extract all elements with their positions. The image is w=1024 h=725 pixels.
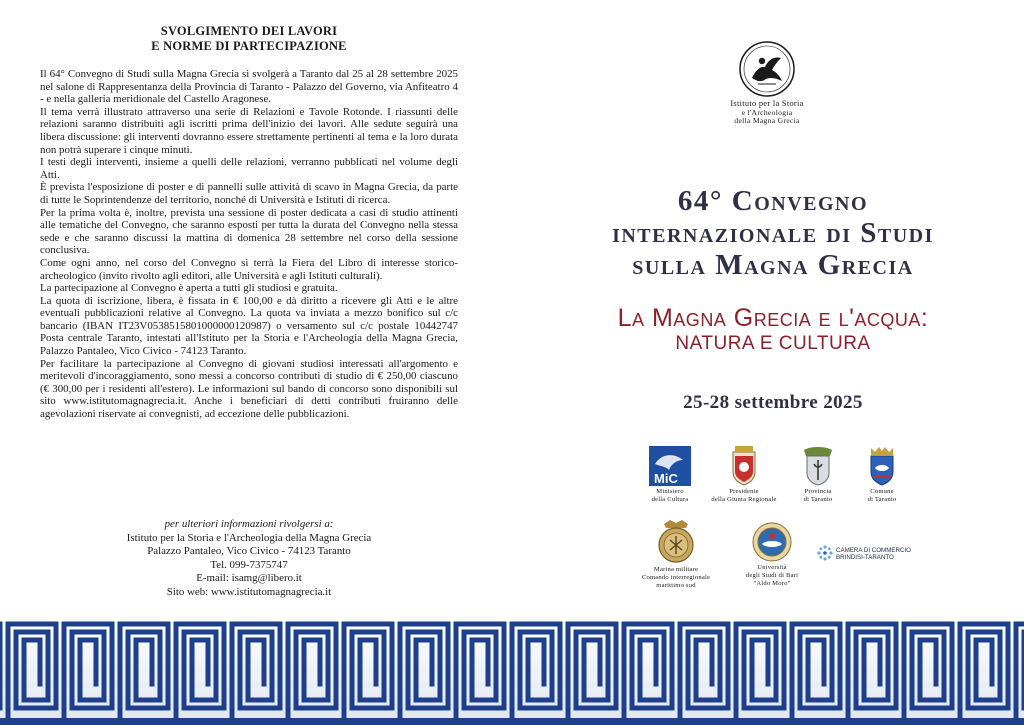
logo-marina xyxy=(624,518,728,589)
left-panel xyxy=(40,24,458,614)
logo-caption-line: Comando interregionale xyxy=(641,573,711,581)
institute-line: Istituto per la Storia xyxy=(730,99,804,108)
paragraph: Il tema verrà illustrato attraverso una serie di Relazioni e Tavole Rotonde. I riassunti delle relazioni saranno distribuiti agli iscritti prima dell'inizio dei lavori. Alle sedute seguirà una libera discussione: gli interventi dovranno essere strettamente pertinenti al tema e la loro durata non potrà superare i cinque minuti. xyxy=(40,105,458,156)
contact-info xyxy=(40,518,458,599)
regione-crest-icon xyxy=(729,446,759,486)
institute-emblem-icon xyxy=(738,40,796,98)
institute-line: e l'Archeologia xyxy=(741,107,793,117)
conference-title-line: internazionale di Studi xyxy=(612,217,934,250)
logo-caption-line: di Taranto xyxy=(803,495,833,503)
comune-crest-icon xyxy=(868,446,896,486)
paragraph: Per la prima volta è, inoltre, prevista una sessione di poster dedicata a casi di studio attinenti alle tematiche del Convegno, che saranno esposti per tutta la durata del Convegno nella stessa sede e che saranno discussi la mattina di domenica 28 settembre nel corso della sessione conclusiva. xyxy=(40,206,458,257)
logo-caption-line: Provincia xyxy=(804,488,832,495)
logo-caption-line: della Cultura xyxy=(651,495,689,503)
mic-logo-text: MiC xyxy=(654,471,678,486)
conference-dates: 25-28 settembre 2025 xyxy=(683,392,863,413)
rules-body xyxy=(40,68,458,421)
marina-seal-icon xyxy=(656,518,696,564)
logo-caption-line: marittimo sud xyxy=(656,581,696,589)
institute-name xyxy=(672,100,862,126)
theme-line1: La Magna Grecia e l'acqua: xyxy=(617,304,929,332)
paragraph: Il 64° Convegno di Studi sulla Magna Grecia si svolgerà a Taranto dal 25 al 28 settembre 2025 nel salone di Rappresentanza della Provincia di Taranto - Palazzo del Governo, via Anfiteatro 4 - e nella galleria meridionale del Castello Aragonese. xyxy=(40,68,458,106)
logo-universita xyxy=(722,522,822,587)
mic-logo-icon xyxy=(649,446,691,486)
paragraph: È prevista l'esposizione di poster e di pannelli sulle attività di scavo in Magna Grecia, da parte di tutte le Soprintendenze del territorio, nonché di Università e Istituti di ricerca. xyxy=(40,181,458,206)
logo-caption-line: BRINDISI-TARANTO xyxy=(836,554,894,562)
theme-line2: NATURA E CULTURA xyxy=(675,333,871,354)
paragraph: La quota di iscrizione, libera, è fissata in € 100,00 e dà diritto a ricevere gli Atti e le altre eventuali pubblicazioni relative al Convegno. La quota va inviata a mezzo bonifico sul c/c bancario (IBAN IT23V0538515801000000120987) o versamento sul c/c postale 10442747 Posta centrale Taranto, intestati all'Istituto per la Storia e l'Archeologia della Magna Grecia, Palazzo Pantaleo, Vico Civico - 74123 Taranto. xyxy=(40,294,458,358)
institute-line: della Magna Grecia xyxy=(734,116,800,125)
paragraph: I testi degli interventi, insieme a quelli delle relazioni, verranno pubblicati nel volume degli Atti. xyxy=(40,156,458,181)
contact-institute: Istituto per la Storia e l'Archeologia della Magna Grecia xyxy=(126,531,372,544)
logo-caption-line: degli Studi di Bari xyxy=(745,571,799,579)
logo-caption-line: "Aldo Moro" xyxy=(753,579,791,587)
conference-theme xyxy=(522,304,1024,356)
conference-title-line: sulla Magna Grecia xyxy=(632,249,914,282)
contact-website: Sito web: www.istitutomagnagrecia.it xyxy=(166,585,332,598)
universita-seal-icon xyxy=(752,522,792,562)
conference-title xyxy=(522,185,1024,281)
paragraph: Come ogni anno, nel corso del Convegno si terrà la Fiera del Libro di interesse storico-archeologico (invito rivolto agli editori, alle Università e agli Istituti culturali). xyxy=(40,256,458,282)
logo-caption-line: Università xyxy=(757,564,787,571)
paragraph: Per facilitare la partecipazione al Convegno di giovani studiosi interessati all'argomento e meritevoli d'incoraggiamento, sono messi a concorso contributi di studio di € 250,00 ciascuno (€ 300,00 per i residenti all'estero). Le informazioni sul bando di concorso sono disponibili sul sito www.istitutomagnagrecia.it. Anche i beneficiari di detti contributi fruiranno delle agevolazioni riservate ai convegnisti, ad eccezione delle pubblicazioni. xyxy=(40,357,458,421)
logo-caption-line: Ministero xyxy=(656,488,684,495)
logo-caption xyxy=(722,564,822,587)
contact-lead: per ulteriori informazioni rivolgersi a: xyxy=(164,518,334,530)
paragraph: La partecipazione al Convegno è aperta a tutti gli studiosi e gratuita. xyxy=(40,282,338,295)
logo-caption-line: CAMERA DI COMMERCIO xyxy=(836,547,911,554)
logo-comune xyxy=(844,446,920,504)
greek-key-border-icon xyxy=(0,612,1024,725)
right-panel xyxy=(522,0,1024,610)
section-heading xyxy=(40,24,458,54)
section-heading-line1: SVOLGIMENTO DEI LAVORI xyxy=(160,24,338,38)
contact-address: Palazzo Pantaleo, Vico Civico - 74123 Taranto xyxy=(147,545,351,557)
logo-caption-line: di Taranto xyxy=(867,495,897,503)
conference-title-line: 64° Convegno xyxy=(677,185,869,218)
provincia-crest-icon xyxy=(802,446,834,486)
logo-caption-line: della Giunta Regionale xyxy=(711,495,777,503)
logo-caption-line: Comune xyxy=(870,488,894,495)
logo-caption xyxy=(844,488,920,504)
logo-caption xyxy=(836,547,911,561)
logo-camera-commercio xyxy=(816,544,926,564)
camera-commercio-icon xyxy=(816,544,834,562)
contact-phone: Tel. 099-7375747 xyxy=(210,558,288,571)
logo-caption-line: Marina militare xyxy=(653,566,699,573)
section-heading-line2: E NORME DI PARTECIPAZIONE xyxy=(151,39,347,53)
logo-caption xyxy=(624,566,728,589)
logo-caption-line: Presidente xyxy=(729,488,759,495)
contact-email: E-mail: isamg@libero.it xyxy=(196,572,302,584)
